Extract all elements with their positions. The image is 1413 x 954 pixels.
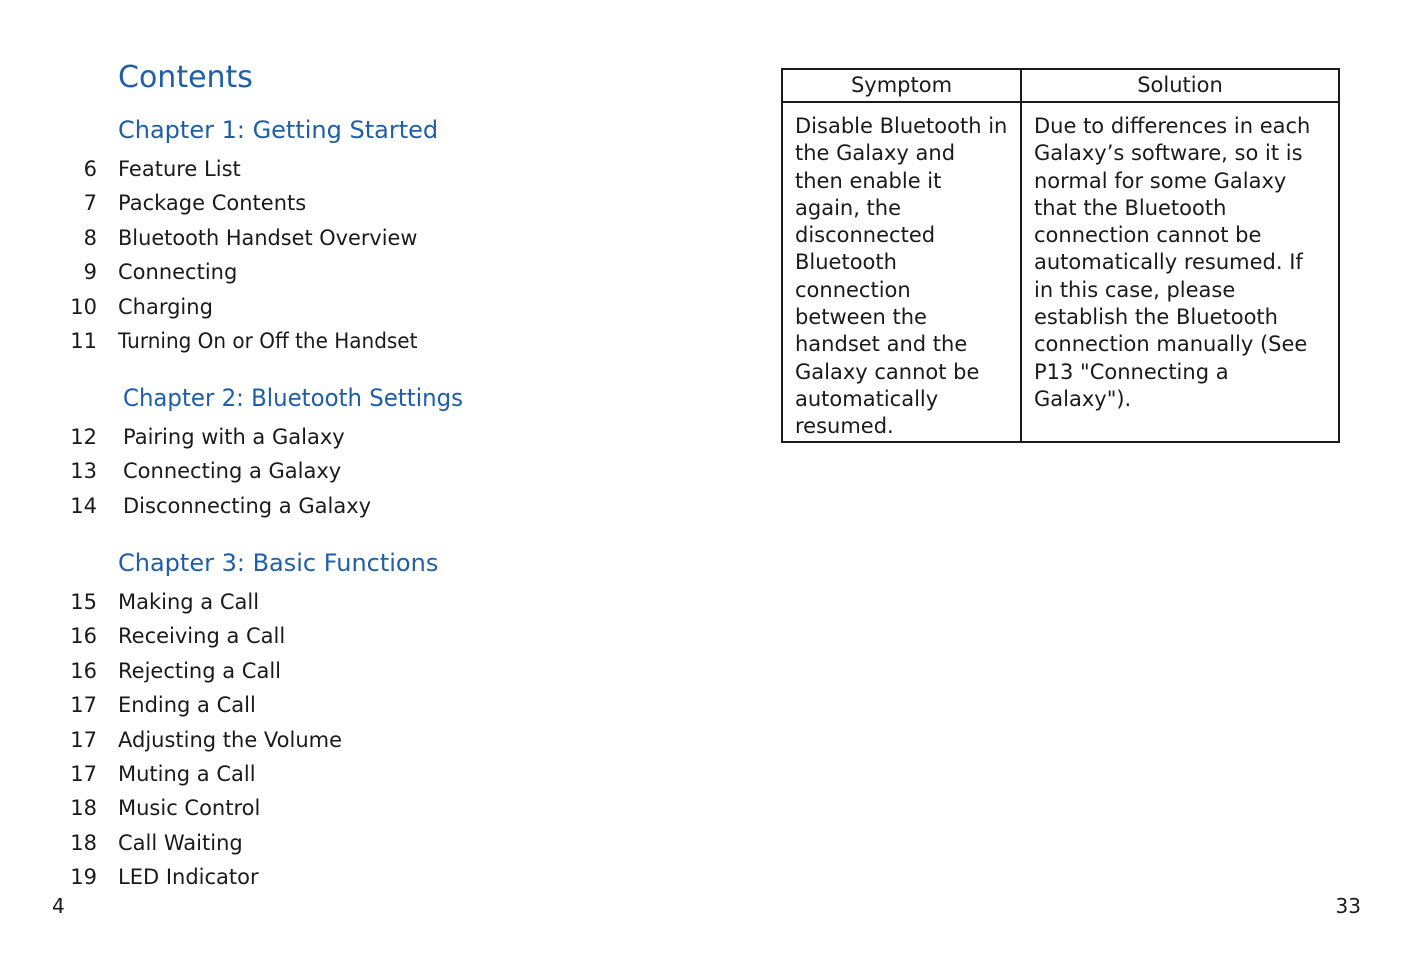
toc-entry[interactable] (0, 688, 680, 722)
chapter-heading[interactable]: Chapter 2: Bluetooth Settings (123, 384, 463, 412)
toc-page-number: 18 (70, 796, 97, 821)
table-row (782, 102, 1339, 442)
toc-entry-label: Rejecting a Call (118, 658, 281, 683)
solution-cell: Due to differences in each Galaxy’s software, so it is normal for some Galaxy that the Bluetooth connection cannot be automatically resumed. If in this case, please establish the Bluetooth connection manually (See P13 "Connecting a Galaxy"). (1021, 102, 1339, 442)
toc-entry-label: Receiving a Call (118, 624, 286, 649)
toc-entry[interactable] (0, 420, 680, 454)
toc-entry-label: Pairing with a Galaxy (123, 425, 345, 449)
page-number-left: 4 (52, 894, 65, 918)
toc-entry[interactable] (0, 619, 680, 653)
toc-page-number: 17 (70, 693, 97, 718)
toc-entry[interactable] (0, 654, 680, 688)
toc-entry[interactable] (0, 186, 680, 220)
toc-entry-label: Charging (118, 294, 213, 319)
toc-page-number: 9 (83, 260, 97, 285)
toc-entry[interactable] (0, 826, 680, 860)
toc-entry[interactable] (0, 723, 680, 757)
toc-page-number: 10 (70, 294, 97, 319)
toc-entry[interactable] (0, 290, 680, 324)
toc-entry[interactable] (0, 324, 680, 358)
toc-entry[interactable] (0, 791, 680, 825)
toc-page-number: 18 (70, 830, 97, 855)
toc-entry-label: Bluetooth Handset Overview (118, 225, 418, 250)
toc-entry[interactable] (0, 860, 680, 894)
toc-page-number: 17 (70, 727, 97, 752)
toc-entry-label: Music Control (118, 796, 261, 821)
toc-entry[interactable] (0, 489, 680, 523)
toc-entry[interactable] (0, 221, 680, 255)
toc-entry-label: Making a Call (118, 590, 260, 614)
toc-page-number: 6 (83, 157, 97, 181)
toc-entry-label: Disconnecting a Galaxy (123, 493, 372, 518)
toc-title: Contents (118, 60, 253, 95)
toc-page-number: 15 (70, 590, 97, 614)
toc-entry[interactable] (0, 585, 680, 619)
toc-page-number: 12 (70, 425, 97, 449)
chapter-heading[interactable]: Chapter 1: Getting Started (118, 116, 439, 144)
column-header-solution: Solution (1021, 69, 1339, 102)
troubleshooting-table (781, 68, 1340, 443)
chapter-heading[interactable]: Chapter 3: Basic Functions (118, 549, 439, 577)
toc-page-number: 19 (70, 865, 97, 890)
toc-page-number: 11 (70, 329, 97, 353)
symptom-cell: Disable Bluetooth in the Galaxy and then enable it again, the disconnected Bluetooth connection between the handset and the Galaxy cannot be automatically resumed. (782, 102, 1021, 442)
toc-entry-label: Ending a Call (118, 693, 256, 718)
page-number-right: 33 (1335, 894, 1361, 918)
toc-page-number: 17 (70, 762, 97, 786)
toc-entry[interactable] (0, 454, 680, 488)
toc-entry-label: Package Contents (118, 191, 307, 216)
toc-entry[interactable] (0, 757, 680, 791)
toc-entry-label: Feature List (118, 157, 241, 181)
toc-entry-label: Turning On or Off the Handset (118, 329, 418, 353)
toc-page-number: 7 (83, 191, 97, 216)
toc-entry[interactable] (0, 152, 680, 186)
toc-entry-label: Adjusting the Volume (118, 727, 343, 752)
column-header-symptom: Symptom (782, 69, 1021, 102)
toc-entry-label: Call Waiting (118, 830, 243, 855)
toc-page-number: 16 (70, 658, 97, 683)
table-header-row (782, 69, 1339, 102)
toc-page-number: 8 (83, 225, 97, 250)
toc-entry-label: LED Indicator (118, 865, 259, 890)
toc-page-number: 14 (70, 493, 97, 518)
toc-entry-label: Connecting a Galaxy (123, 459, 342, 484)
toc-entry-label: Connecting (118, 260, 238, 285)
toc-page-number: 16 (70, 624, 97, 649)
toc-entry[interactable] (0, 255, 680, 289)
toc-entry-label: Muting a Call (118, 762, 256, 786)
toc-page-number: 13 (70, 459, 97, 484)
